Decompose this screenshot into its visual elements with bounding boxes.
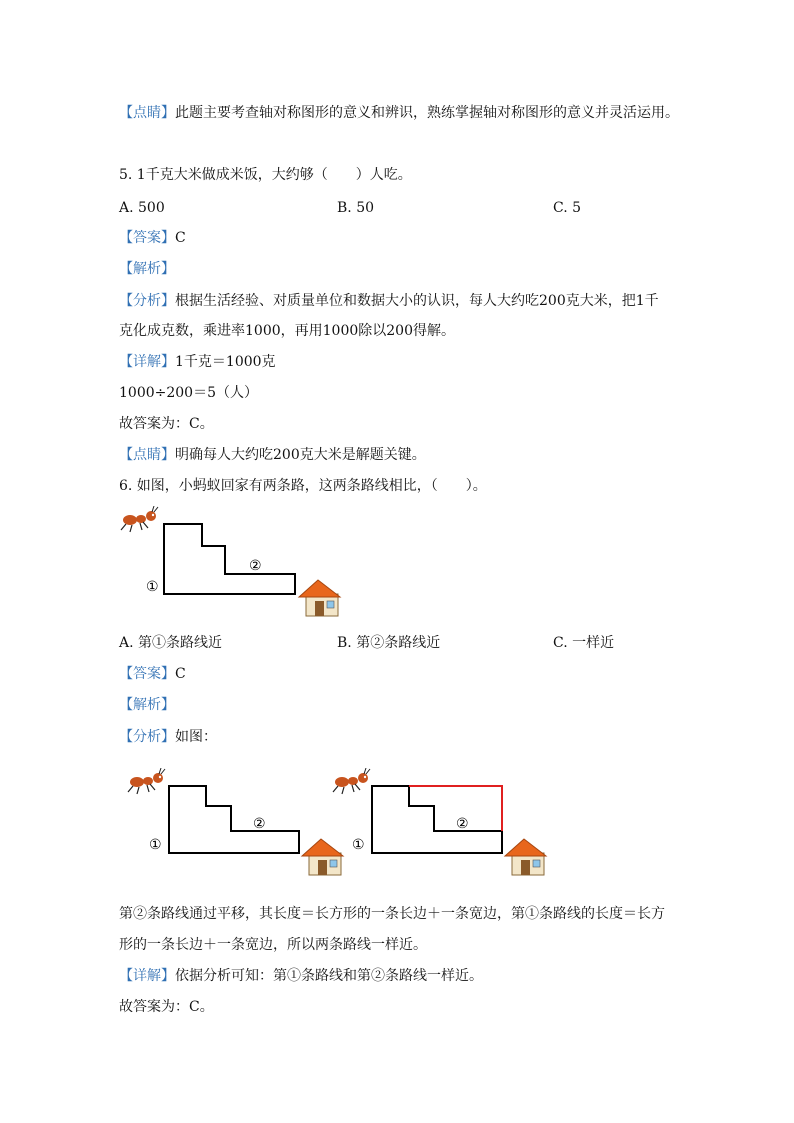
analysis-tag: 【分析】: [119, 293, 175, 309]
q5-jiexi: 【解析】: [119, 261, 175, 277]
route-outline: [372, 786, 502, 853]
q4-tip: [119, 103, 679, 123]
q5-option-b: B. 50: [337, 200, 375, 216]
analysis-text: 如图：: [175, 729, 217, 745]
q5-stem: 5. 1千克大米做成米饭，大约够（ ）人吃。: [119, 167, 412, 183]
route-outline: [169, 786, 299, 853]
q6-jiexi: 【解析】: [119, 697, 175, 713]
ant-icon: [128, 768, 165, 794]
q6-option-c: C. 一样近: [553, 635, 615, 651]
house-icon: [505, 839, 546, 875]
q6-explain-1: 第②条路线通过平移，其长度＝长方形的一条长边＋一条宽边，第①条路线的长度＝长方: [119, 906, 665, 922]
path2-label: ②: [456, 816, 469, 832]
answer-tag: 【答案】: [119, 230, 175, 246]
tip-tag: 【点睛】: [119, 105, 175, 121]
q6-analysis: [119, 727, 217, 747]
ant-icon: [121, 506, 158, 532]
answer-tag: 【答案】: [119, 666, 175, 682]
analysis-text: 根据生活经验、对质量单位和数据大小的认识，每人大约吃200克大米，把1千: [175, 293, 659, 309]
q5-detail: [119, 352, 276, 372]
path1-label: ①: [352, 837, 365, 853]
q6-answer: [119, 664, 186, 684]
analysis-figure-right: [330, 768, 552, 880]
q5-option-a: A. 500: [119, 200, 165, 216]
q5-analysis-1: [119, 291, 659, 311]
q5-conclusion: 故答案为：C。: [119, 416, 214, 432]
q6-option-b: B. 第②条路线近: [337, 635, 441, 651]
q5-tip: [119, 445, 426, 465]
answer-value: C: [175, 666, 186, 682]
q5-answer: [119, 228, 186, 248]
ant-icon: [333, 768, 370, 794]
q6-figure: [118, 506, 348, 622]
q6-conclusion: 故答案为：C。: [119, 999, 214, 1015]
detail-tag: 【详解】: [119, 354, 175, 370]
tip-tag: 【点睛】: [119, 447, 175, 463]
route-outline: [164, 524, 295, 594]
house-icon: [299, 580, 340, 616]
path2-label: ②: [253, 816, 266, 832]
q6-stem: 6. 如图，小蚂蚁回家有两条路，这两条路线相比，（ ）。: [119, 478, 487, 494]
path1-label: ①: [149, 837, 162, 853]
q5-analysis-2: 克化成克数，乘进率1000，再用1000除以200得解。: [119, 323, 455, 339]
tip-text: 明确每人大约吃200克大米是解题关键。: [175, 447, 426, 463]
q6-option-a: A. 第①条路线近: [119, 635, 223, 651]
detail-text: 1千克＝1000克: [175, 354, 276, 370]
q5-option-c: C. 5: [553, 200, 582, 216]
q6-explain-2: 形的一条长边＋一条宽边，所以两条路线一样近。: [119, 937, 427, 953]
analysis-tag: 【分析】: [119, 729, 175, 745]
analysis-figure-left: [125, 768, 347, 880]
detail-text: 依据分析可知：第①条路线和第②条路线一样近。: [175, 968, 483, 984]
path1-label: ①: [146, 579, 159, 595]
answer-value: C: [175, 230, 186, 246]
q5-calc: 1000÷200＝5（人）: [119, 385, 258, 401]
tip-text: 此题主要考查轴对称图形的意义和辨识，熟练掌握轴对称图形的意义并灵活运用。: [175, 105, 679, 121]
detail-tag: 【详解】: [119, 968, 175, 984]
q6-detail: [119, 966, 483, 986]
path2-label: ②: [249, 558, 262, 574]
